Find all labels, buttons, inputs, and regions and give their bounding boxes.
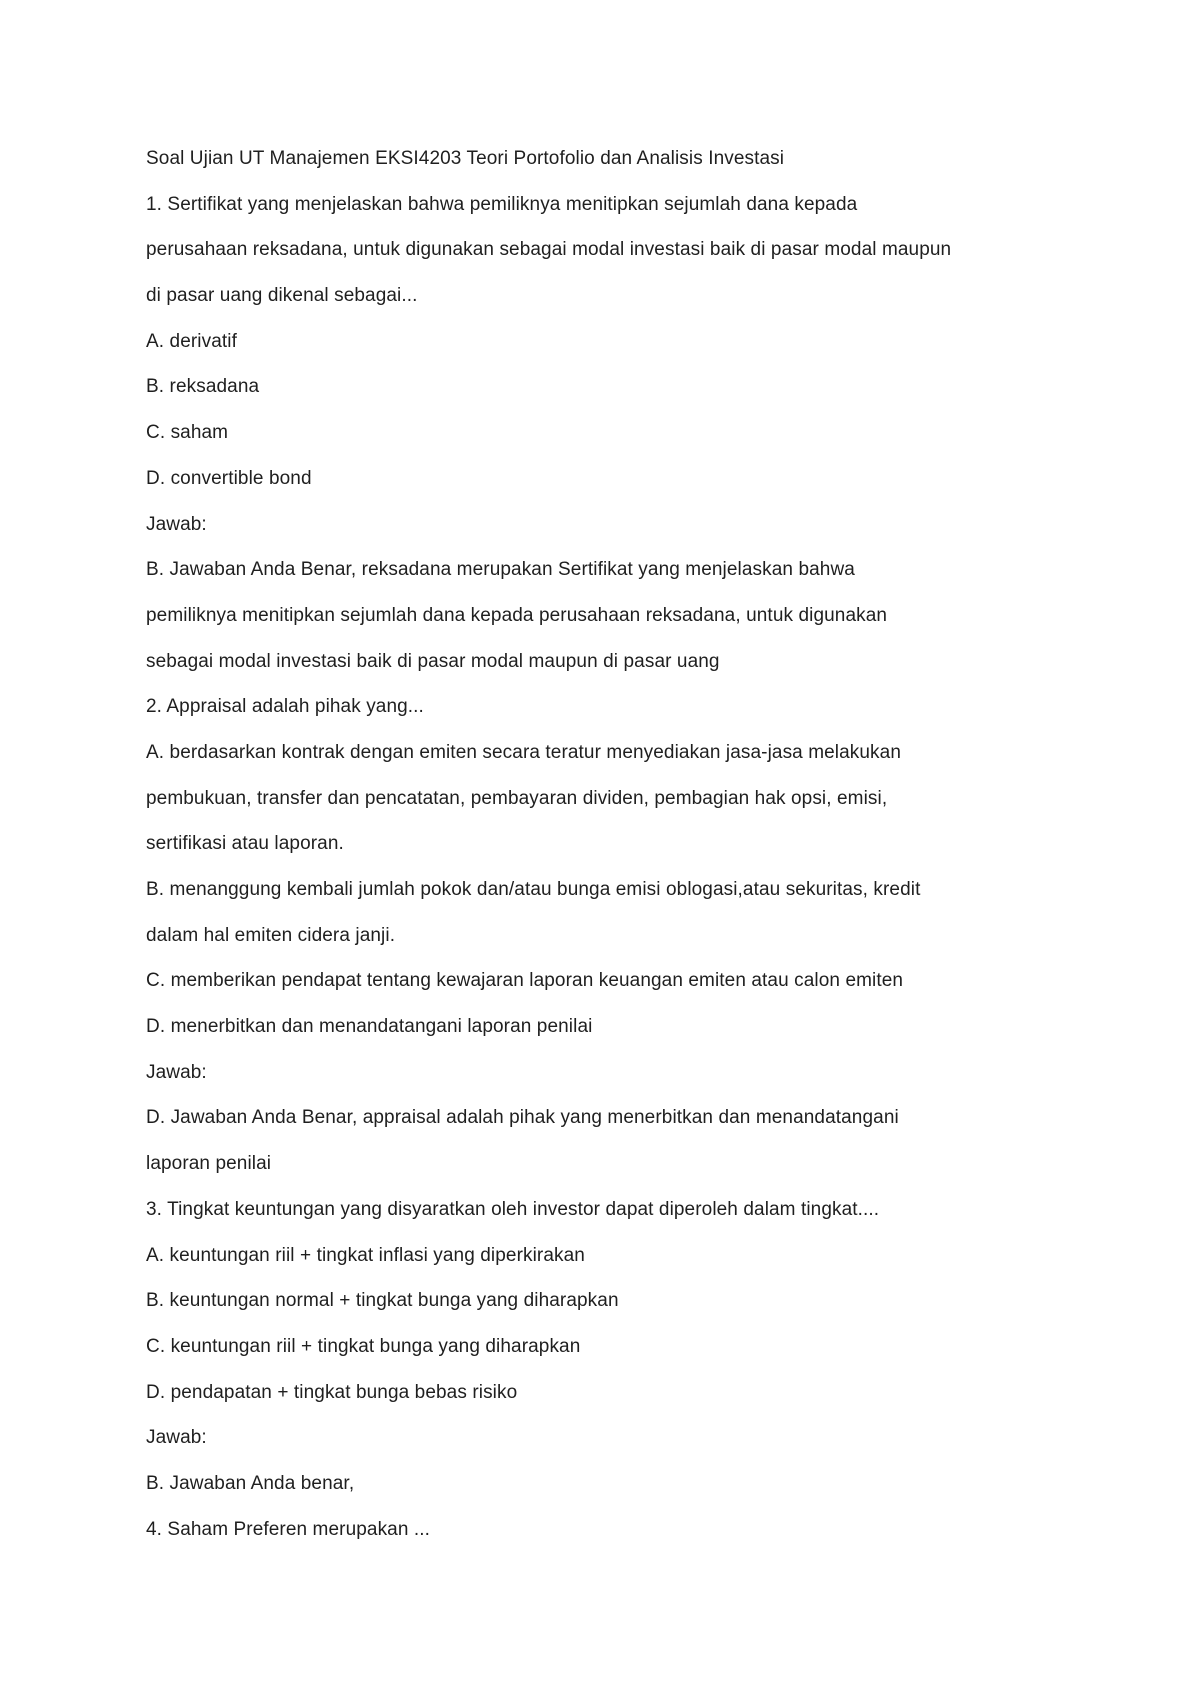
text-line: C. saham	[146, 422, 229, 444]
text-line: pemiliknya menitipkan sejumlah dana kepada perusahaan reksadana, untuk digunakan	[146, 604, 888, 626]
text-line: B. Jawaban Anda Benar, reksadana merupakan Sertifikat yang menjelaskan bahwa	[146, 559, 855, 581]
text-line: B. menanggung kembali jumlah pokok dan/atau bunga emisi oblogasi,atau sekuritas, kredit	[146, 879, 921, 900]
text-line: Jawab:	[146, 1061, 207, 1083]
text-line: B. Jawaban Anda benar,	[146, 1472, 355, 1494]
document-body	[146, 147, 1066, 1563]
text-line: B. keuntungan normal + tingkat bunga yang diharapkan	[146, 1290, 619, 1312]
text-line: perusahaan reksadana, untuk digunakan sebagai modal investasi baik di pasar modal maupun	[146, 239, 952, 261]
text-line: sertifikasi atau laporan.	[146, 833, 344, 855]
text-line: 4. Saham Preferen merupakan ...	[146, 1518, 431, 1540]
text-line: B. reksadana	[146, 376, 260, 398]
text-line: pembukuan, transfer dan pencatatan, pembayaran dividen, pembagian hak opsi, emisi,	[146, 787, 888, 809]
text-line: Jawab:	[146, 513, 207, 535]
text-line: laporan penilai	[146, 1153, 272, 1175]
text-line: dalam hal emiten cidera janji.	[146, 924, 396, 946]
text-line: 3. Tingkat keuntungan yang disyaratkan oleh investor dapat diperoleh dalam tingkat....	[146, 1198, 880, 1220]
text-line: D. menerbitkan dan menandatangani laporan penilai	[146, 1016, 593, 1038]
text-line: di pasar uang dikenal sebagai...	[146, 285, 418, 307]
text-line: D. Jawaban Anda Benar, appraisal adalah pihak yang menerbitkan dan menandatangani	[146, 1107, 899, 1129]
text-line: D. convertible bond	[146, 467, 312, 489]
text-line: Jawab:	[146, 1427, 207, 1449]
text-line: D. pendapatan + tingkat bunga bebas risiko	[146, 1381, 518, 1403]
text-line: sebagai modal investasi baik di pasar modal maupun di pasar uang	[146, 650, 720, 672]
text-line: 2. Appraisal adalah pihak yang...	[146, 696, 424, 718]
document-title: Soal Ujian UT Manajemen EKSI4203 Teori Portofolio dan Analisis Investasi	[146, 148, 785, 169]
text-line: A. derivatif	[146, 330, 237, 352]
text-line: A. berdasarkan kontrak dengan emiten secara teratur menyediakan jasa-jasa melakukan	[146, 741, 901, 763]
text-line: C. memberikan pendapat tentang kewajaran laporan keuangan emiten atau calon emiten	[146, 970, 904, 992]
text-line: A. keuntungan riil + tingkat inflasi yang diperkirakan	[146, 1244, 585, 1266]
text-line: 1. Sertifikat yang menjelaskan bahwa pemiliknya menitipkan sejumlah dana kepada	[146, 193, 858, 215]
text-line: C. keuntungan riil + tingkat bunga yang diharapkan	[146, 1335, 581, 1357]
